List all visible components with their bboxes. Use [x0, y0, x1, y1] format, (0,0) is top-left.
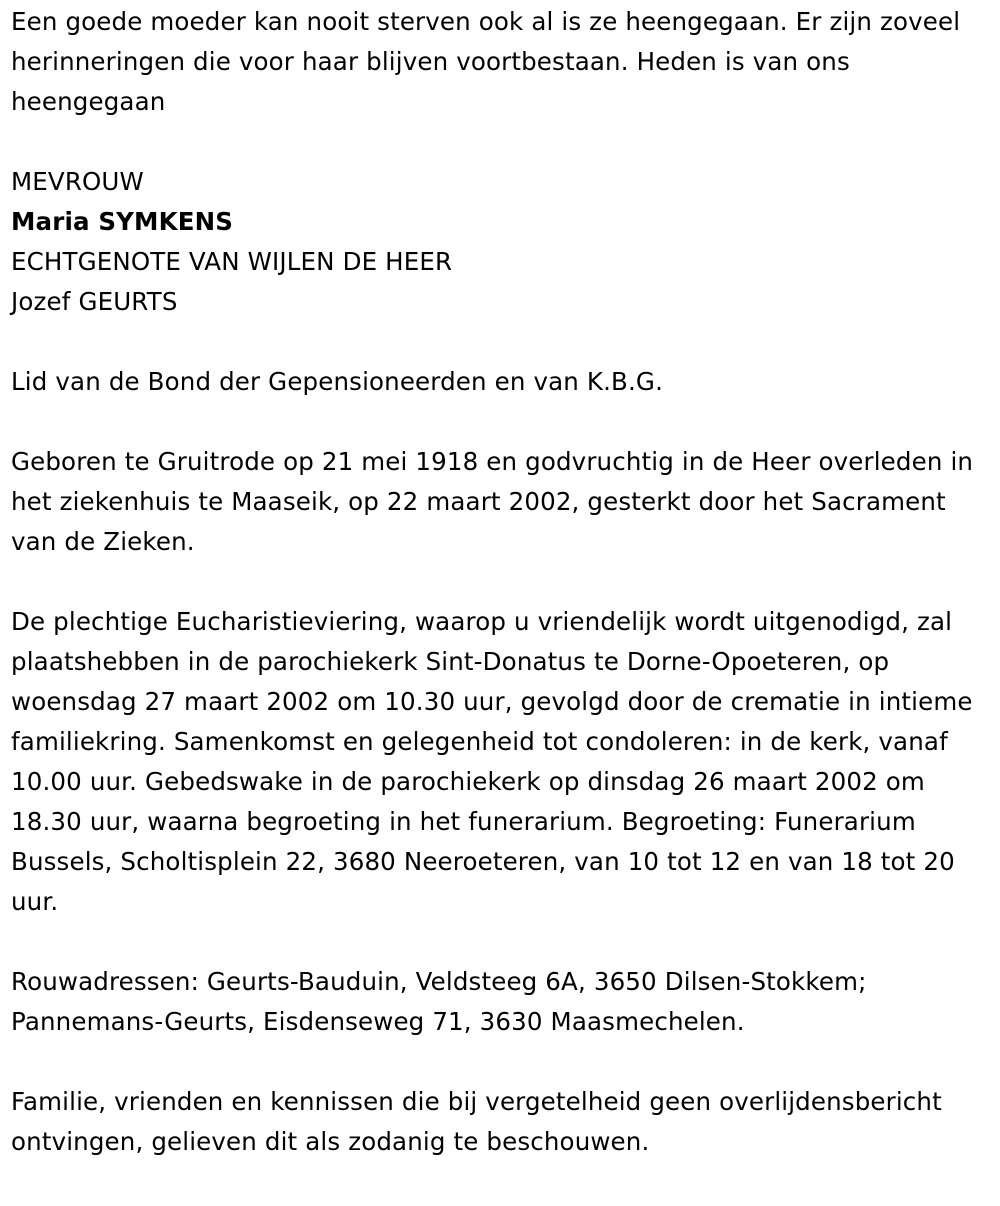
spacer: [11, 322, 988, 362]
intro-paragraph: Een goede moeder kan nooit sterven ook al is ze heengegaan. Er zijn zoveel herinneringen die voor haar blijven voortbestaan. Heden is van ons heengegaan: [11, 7, 961, 116]
honorific-line: MEVROUW: [11, 167, 144, 196]
birth-death-paragraph: Geboren te Gruitrode op 21 mei 1918 en godvruchtig in de Heer overleden in het ziekenhuis te Maaseik, op 22 maart 2002, gesterkt door het Sacrament van de Zieken.: [11, 447, 974, 556]
ceremony-paragraph: De plechtige Eucharistieviering, waarop u vriendelijk wordt uitgenodigd, zal plaatshebben in de parochiekerk Sint-Donatus te Dorne-Opoeteren, op woensdag 27 maart 2002 om 10.30 uur, gevolgd door de crematie in intieme familiekring. Samenkomst en gelegenheid tot condoleren: in de kerk, vanaf 10.00 uur. Gebedswake in de parochiekerk op dinsdag 26 maart 2002 om 18.30 uur, waarna begroeting in het funerarium. Begroeting: Funerarium Bussels, Scholtisplein 22, 3680 Neeroeteren, van 10 tot 12 en van 18 tot 20 uur.: [11, 607, 973, 916]
closing-paragraph: Familie, vrienden en kennissen die bij vergetelheid geen overlijdensbericht ontvingen, gelieven dit als zodanig te beschouwen.: [11, 1087, 942, 1156]
spouse-name: Jozef GEURTS: [11, 287, 178, 316]
membership-line: Lid van de Bond der Gepensioneerden en van K.B.G.: [11, 367, 664, 396]
mourning-addresses-paragraph: Rouwadressen: Geurts-Bauduin, Veldsteeg 6A, 3650 Dilsen-Stokkem; Pannemans-Geurts, Eisdenseweg 71, 3630 Maasmechelen.: [11, 967, 867, 1036]
spacer: [11, 562, 988, 602]
spacer: [11, 922, 988, 962]
deceased-name: Maria SYMKENS: [11, 207, 234, 236]
spouse-label: ECHTGENOTE VAN WIJLEN DE HEER: [11, 247, 453, 276]
spacer: [11, 1042, 988, 1082]
spacer: [11, 122, 988, 162]
spacer: [11, 402, 988, 442]
